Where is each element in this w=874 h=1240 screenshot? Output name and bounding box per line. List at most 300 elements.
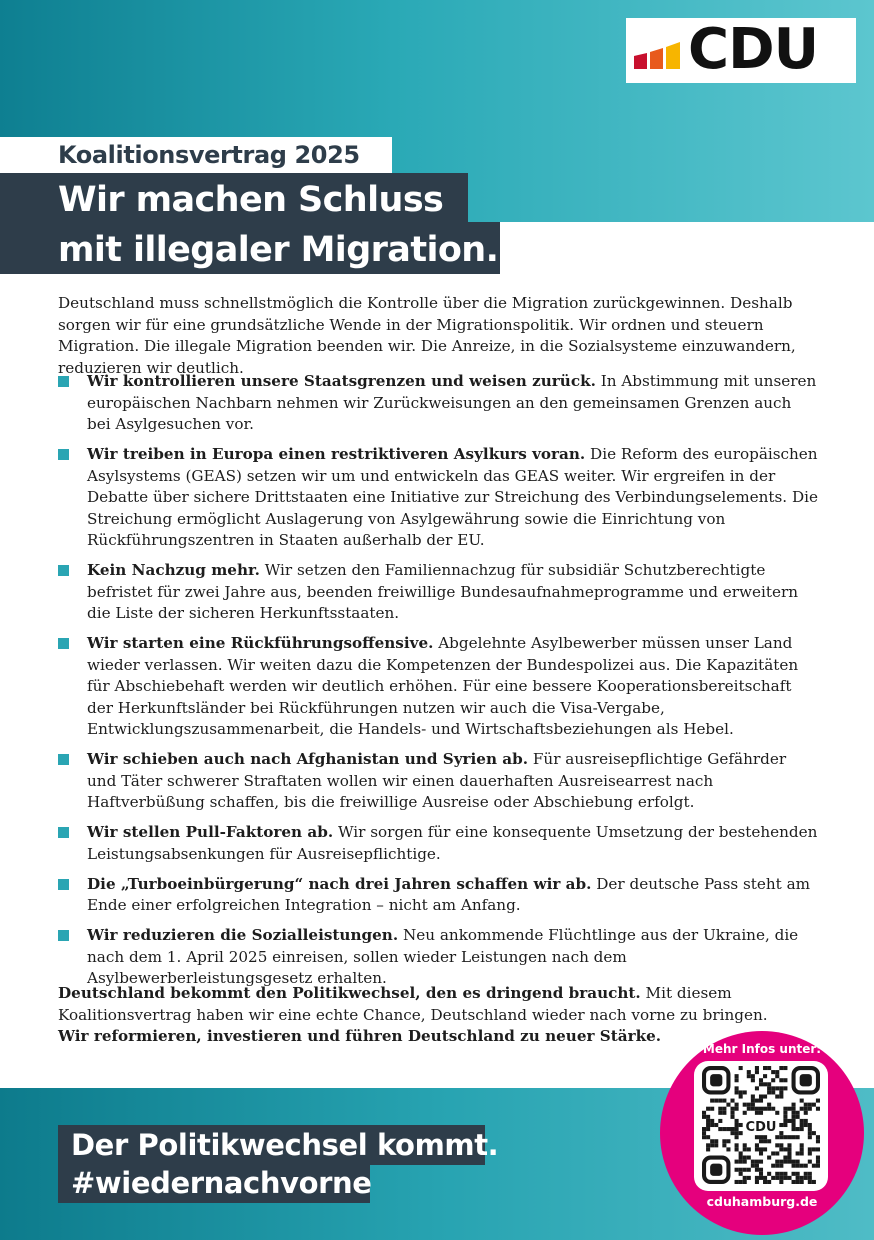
qr-module: [755, 1176, 759, 1180]
qr-module: [751, 1103, 755, 1107]
qr-module: [735, 1090, 739, 1094]
qr-module: [739, 1160, 743, 1164]
qr-module: [796, 1115, 800, 1119]
qr-module: [775, 1070, 779, 1074]
qr-module: [706, 1135, 710, 1139]
qr-module: [710, 1123, 714, 1127]
qr-module: [779, 1143, 783, 1147]
qr-module: [775, 1094, 779, 1098]
closing-paragraph: [58, 983, 818, 1048]
cdu-logo: [626, 18, 856, 83]
qr-module: [759, 1172, 763, 1176]
qr-module: [800, 1147, 804, 1151]
qr-module: [763, 1135, 767, 1139]
qr-module: [759, 1099, 763, 1103]
bullet-text: Abgelehnte Asylbewerber müssen unser Land wieder verlassen. Wir weiten dazu die Kompetenzen der Bundespolizei aus. Die Kapazitäten für Abschiebehaft werden wir deutlich erhöhen. Für eine bessere Kooperationsbereitschaft der Herkunftsländer bei Rückführungen nutzen wir auch die Visa-Vergabe, Entwicklungszusammenarbeit, die Handels- und Wirtschaftsbeziehungen als Hebel.: [87, 634, 799, 738]
bullet-text: Die Reform des europäischen Asylsystems (GEAS) setzen wir um und entwickeln das GEAS weiter. Wir ergreifen in der Debatte über sichere Drittstaaten eine Initiative zur Streichung des Verbindungselements. Die Streichung ermöglicht Auslagerung von Asylgewährung sowie die Einrichtung von Rückführungszentren in Staaten außerhalb der EU.: [87, 445, 818, 549]
qr-module: [755, 1086, 759, 1090]
qr-module: [779, 1147, 783, 1151]
qr-module: [743, 1180, 747, 1184]
qr-module: [808, 1103, 812, 1107]
qr-module: [730, 1111, 734, 1115]
qr-module: [792, 1115, 796, 1119]
headline-line-1: Wir machen Schluss: [58, 180, 444, 220]
qr-module: [739, 1131, 743, 1135]
qr-module: [739, 1090, 743, 1094]
qr-module: [792, 1103, 796, 1107]
qr-module: [787, 1156, 791, 1160]
qr-module: [816, 1160, 820, 1164]
qr-module: [796, 1172, 800, 1176]
qr-module: [747, 1168, 751, 1172]
qr-module: [759, 1094, 763, 1098]
qr-module: [739, 1172, 743, 1176]
qr-module: [804, 1103, 808, 1107]
qr-module: [767, 1082, 771, 1086]
qr-module: [796, 1164, 800, 1168]
qr-module: [735, 1107, 739, 1111]
qr-module: [792, 1107, 796, 1111]
qr-module: [722, 1099, 726, 1103]
qr-module: [739, 1180, 743, 1184]
qr-module: [767, 1172, 771, 1176]
qr-module: [808, 1160, 812, 1164]
qr-module: [751, 1099, 755, 1103]
qr-module: [779, 1180, 783, 1184]
qr-module: [743, 1160, 747, 1164]
qr-module: [767, 1086, 771, 1090]
qr-module: [792, 1180, 796, 1184]
qr-module: [804, 1164, 808, 1168]
qr-module: [783, 1123, 787, 1127]
qr-module: [755, 1160, 759, 1164]
qr-finder-center: [710, 1164, 722, 1176]
qr-module: [800, 1151, 804, 1155]
qr-module: [816, 1147, 820, 1151]
qr-module: [714, 1139, 718, 1143]
qr-module: [730, 1127, 734, 1131]
qr-module: [706, 1123, 710, 1127]
qr-module: [808, 1107, 812, 1111]
qr-module: [739, 1151, 743, 1155]
bullet-text: Wir sorgen für eine konsequente Umsetzung der bestehenden Leistungsabsenkungen für Ausreisepflichtige.: [87, 823, 818, 863]
qr-module: [747, 1147, 751, 1151]
qr-module: [735, 1074, 739, 1078]
qr-module: [792, 1127, 796, 1131]
qr-module: [759, 1078, 763, 1082]
qr-module: [706, 1127, 710, 1131]
qr-module: [763, 1147, 767, 1151]
square-bullet-icon: [58, 376, 69, 387]
qr-module: [706, 1107, 710, 1111]
qr-module: [743, 1168, 747, 1172]
qr-module: [808, 1180, 812, 1184]
qr-module: [759, 1160, 763, 1164]
qr-module: [783, 1115, 787, 1119]
qr-module: [743, 1090, 747, 1094]
qr-module: [710, 1107, 714, 1111]
qr-module: [808, 1135, 812, 1139]
qr-module: [755, 1168, 759, 1172]
qr-module: [730, 1099, 734, 1103]
qr-module: [816, 1099, 820, 1103]
qr-module: [808, 1131, 812, 1135]
qr-module: [796, 1160, 800, 1164]
qr-module: [722, 1127, 726, 1131]
list-item: [58, 560, 818, 625]
qr-module: [783, 1147, 787, 1151]
qr-module: [763, 1107, 767, 1111]
qr-module: [800, 1119, 804, 1123]
logo-bars-icon: [634, 37, 680, 69]
qr-module: [783, 1107, 787, 1111]
qr-module: [755, 1107, 759, 1111]
qr-module: [759, 1135, 763, 1139]
qr-module: [796, 1127, 800, 1131]
qr-module: [787, 1151, 791, 1155]
qr-module: [759, 1139, 763, 1143]
qr-module: [706, 1119, 710, 1123]
qr-module: [702, 1127, 706, 1131]
qr-module: [767, 1090, 771, 1094]
qr-module: [755, 1180, 759, 1184]
list-item: [58, 749, 818, 814]
qr-module: [812, 1147, 816, 1151]
qr-module: [787, 1176, 791, 1180]
qr-module: [763, 1074, 767, 1078]
qr-module: [743, 1143, 747, 1147]
qr-module: [730, 1107, 734, 1111]
qr-module: [800, 1164, 804, 1168]
qr-module: [726, 1139, 730, 1143]
square-bullet-icon: [58, 879, 69, 890]
qr-module: [771, 1107, 775, 1111]
qr-module: [735, 1119, 739, 1123]
qr-module: [759, 1168, 763, 1172]
bullet-text: In Abstimmung mit unseren europäischen Nachbarn nehmen wir Zurückweisungen an den gemeinsamen Grenzen auch bei Asylgesuchen vor.: [87, 372, 817, 433]
qr-module: [722, 1107, 726, 1111]
qr-module: [751, 1094, 755, 1098]
qr-module: [771, 1090, 775, 1094]
qr-module: [767, 1103, 771, 1107]
bullet-list: [58, 371, 818, 998]
qr-module: [743, 1103, 747, 1107]
qr-module: [804, 1172, 808, 1176]
qr-module: [779, 1086, 783, 1090]
qr-module: [763, 1094, 767, 1098]
qr-module: [755, 1147, 759, 1151]
qr-module: [735, 1135, 739, 1139]
list-item: [58, 371, 818, 436]
qr-module: [735, 1168, 739, 1172]
qr-module: [800, 1123, 804, 1127]
qr-module: [804, 1111, 808, 1115]
qr-url-link[interactable]: cduhamburg.de: [706, 1194, 818, 1209]
qr-module: [726, 1127, 730, 1131]
qr-module: [718, 1107, 722, 1111]
qr-module: [800, 1176, 804, 1180]
qr-module: [735, 1160, 739, 1164]
qr-module: [702, 1131, 706, 1135]
qr-module: [808, 1172, 812, 1176]
qr-module: [771, 1164, 775, 1168]
qr-module: [779, 1172, 783, 1176]
qr-module: [771, 1176, 775, 1180]
qr-module: [796, 1180, 800, 1184]
qr-module: [771, 1078, 775, 1082]
qr-module: [771, 1070, 775, 1074]
qr-module: [735, 1078, 739, 1082]
qr-module: [816, 1139, 820, 1143]
qr-module: [783, 1135, 787, 1139]
qr-module: [800, 1127, 804, 1131]
list-item: [58, 874, 818, 917]
qr-module: [759, 1111, 763, 1115]
qr-module: [767, 1156, 771, 1160]
qr-module: [787, 1143, 791, 1147]
bullet-heading: Wir stellen Pull-Faktoren ab.: [87, 823, 334, 841]
qr-module: [779, 1090, 783, 1094]
qr-module: [722, 1143, 726, 1147]
qr-module: [706, 1143, 710, 1147]
qr-module: [792, 1111, 796, 1115]
qr-module: [730, 1115, 734, 1119]
qr-module: [808, 1151, 812, 1155]
square-bullet-icon: [58, 754, 69, 765]
qr-module: [804, 1176, 808, 1180]
qr-module: [751, 1078, 755, 1082]
qr-module: [775, 1074, 779, 1078]
qr-module: [792, 1160, 796, 1164]
qr-module: [702, 1115, 706, 1119]
qr-module: [755, 1070, 759, 1074]
qr-module: [763, 1180, 767, 1184]
qr-module: [775, 1160, 779, 1164]
qr-module: [755, 1111, 759, 1115]
qr-module: [792, 1119, 796, 1123]
qr-module: [730, 1131, 734, 1135]
qr-module: [775, 1172, 779, 1176]
qr-module: [779, 1164, 783, 1168]
qr-module: [702, 1135, 706, 1139]
qr-module: [739, 1123, 743, 1127]
qr-module: [718, 1119, 722, 1123]
qr-module: [816, 1107, 820, 1111]
qr-module: [735, 1143, 739, 1147]
qr-module: [787, 1160, 791, 1164]
qr-module: [796, 1151, 800, 1155]
qr-module: [743, 1176, 747, 1180]
qr-module: [759, 1151, 763, 1155]
qr-finder-center: [710, 1074, 722, 1086]
qr-module: [759, 1107, 763, 1111]
bullet-heading: Wir treiben in Europa einen restriktiveren Asylkurs voran.: [87, 445, 586, 463]
qr-module: [763, 1066, 767, 1070]
list-item: [58, 822, 818, 865]
qr-module: [800, 1143, 804, 1147]
qr-module: [816, 1156, 820, 1160]
qr-module: [771, 1086, 775, 1090]
qr-module: [735, 1131, 739, 1135]
qr-module: [726, 1147, 730, 1151]
qr-module: [735, 1180, 739, 1184]
qr-module: [743, 1156, 747, 1160]
qr-module: [783, 1066, 787, 1070]
bullet-heading: Die „Turboeinbürgerung“ nach drei Jahren schaffen wir ab.: [87, 874, 592, 893]
qr-code-icon[interactable]: [702, 1066, 820, 1184]
qr-center-logo: CDU: [745, 1120, 777, 1135]
list-item: [58, 444, 818, 552]
qr-module: [800, 1180, 804, 1184]
qr-module: [783, 1156, 787, 1160]
closing-final-statement: Wir reformieren, investieren und führen Deutschland zu neuer Stärke.: [58, 1027, 662, 1045]
qr-module: [763, 1082, 767, 1086]
qr-module: [755, 1099, 759, 1103]
qr-module: [747, 1074, 751, 1078]
qr-module: [783, 1172, 787, 1176]
qr-module: [735, 1147, 739, 1151]
qr-module: [783, 1160, 787, 1164]
qr-module: [714, 1143, 718, 1147]
qr-module: [706, 1147, 710, 1151]
qr-module: [783, 1111, 787, 1115]
closing-text: Mit diesem Koalitionsvertrag haben wir eine echte Chance, Deutschland wieder nach vorne zu bringen.: [58, 984, 768, 1024]
qr-module: [767, 1139, 771, 1143]
qr-module: [783, 1078, 787, 1082]
qr-module: [763, 1139, 767, 1143]
qr-module: [800, 1099, 804, 1103]
qr-module: [755, 1135, 759, 1139]
qr-module: [755, 1164, 759, 1168]
qr-module: [718, 1099, 722, 1103]
square-bullet-icon: [58, 638, 69, 649]
qr-module: [755, 1143, 759, 1147]
list-item: [58, 633, 818, 741]
qr-module: [792, 1172, 796, 1176]
qr-module: [775, 1164, 779, 1168]
qr-module: [751, 1107, 755, 1111]
qr-module: [714, 1099, 718, 1103]
qr-module: [747, 1156, 751, 1160]
qr-module: [759, 1176, 763, 1180]
closing-bold-statement: Deutschland bekommt den Politikwechsel, den es dringend braucht.: [58, 984, 641, 1002]
qr-module: [775, 1151, 779, 1155]
bullet-text: Neu ankommende Flüchtlinge aus der Ukraine, die nach dem 1. April 2025 einreisen, sollen wieder Leistungen nach dem Asylbewerberleistungsgesetz erhalten.: [87, 926, 799, 987]
qr-module: [718, 1111, 722, 1115]
qr-module: [775, 1135, 779, 1139]
qr-module: [710, 1139, 714, 1143]
qr-module: [804, 1123, 808, 1127]
qr-module: [812, 1131, 816, 1135]
qr-module: [767, 1107, 771, 1111]
qr-module: [779, 1176, 783, 1180]
qr-module: [735, 1103, 739, 1107]
bullet-heading: Wir kontrollieren unsere Staatsgrenzen und weisen zurück.: [87, 372, 596, 390]
qr-module: [759, 1147, 763, 1151]
qr-module: [792, 1135, 796, 1139]
qr-finder-center: [800, 1074, 812, 1086]
qr-module: [796, 1176, 800, 1180]
qr-module: [739, 1168, 743, 1172]
qr-module: [783, 1119, 787, 1123]
qr-module: [787, 1107, 791, 1111]
square-bullet-icon: [58, 930, 69, 941]
qr-module: [779, 1160, 783, 1164]
slogan-line-1: Der Politikwechsel kommt.: [71, 1128, 499, 1162]
qr-module: [751, 1074, 755, 1078]
qr-module: [792, 1164, 796, 1168]
qr-module: [751, 1160, 755, 1164]
qr-module: [710, 1099, 714, 1103]
qr-module: [747, 1103, 751, 1107]
qr-module: [779, 1131, 783, 1135]
qr-module: [808, 1127, 812, 1131]
qr-module: [804, 1119, 808, 1123]
qr-module: [808, 1147, 812, 1151]
qr-module: [767, 1180, 771, 1184]
qr-module: [759, 1082, 763, 1086]
qr-module: [739, 1156, 743, 1160]
qr-module: [775, 1176, 779, 1180]
qr-module: [722, 1111, 726, 1115]
qr-module: [755, 1066, 759, 1070]
qr-module: [735, 1123, 739, 1127]
qr-module: [779, 1135, 783, 1139]
qr-module: [792, 1123, 796, 1127]
qr-module: [775, 1111, 779, 1115]
bullet-heading: Kein Nachzug mehr.: [87, 561, 260, 579]
qr-module: [812, 1180, 816, 1184]
qr-module: [726, 1103, 730, 1107]
qr-module: [743, 1111, 747, 1115]
qr-module: [706, 1115, 710, 1119]
qr-module: [735, 1086, 739, 1090]
qr-module: [751, 1164, 755, 1168]
bullet-text: Wir setzen den Familiennachzug für subsidiär Schutzberechtigte befristet für zwei Jahre aus, beenden freiwillige Bundesaufnahmeprogramme und erweitern die Liste der sicheren Herkunftsstaaten.: [87, 561, 799, 622]
slogan-hashtag: #wiedernachvorne: [71, 1166, 372, 1200]
intro-paragraph: Deutschland muss schnellstmöglich die Kontrolle über die Migration zurückgewinnen. Deshalb sorgen wir für eine grundsätzliche Wende in der Migrationspolitik. Wir ordnen und steuern Migration. Die illegale Migration beenden wir. Die Anreize, in die Sozialsysteme einzuwandern, reduzieren wir deutlich.: [58, 294, 796, 377]
qr-module: [796, 1111, 800, 1115]
qr-module: [735, 1127, 739, 1131]
qr-module: [739, 1066, 743, 1070]
qr-module: [816, 1164, 820, 1168]
square-bullet-icon: [58, 827, 69, 838]
qr-module: [747, 1176, 751, 1180]
qr-module: [763, 1176, 767, 1180]
qr-module: [787, 1135, 791, 1139]
bullet-heading: Wir schieben auch nach Afghanistan und Syrien ab.: [87, 750, 529, 768]
qr-module: [779, 1123, 783, 1127]
qr-module: [779, 1066, 783, 1070]
list-item: [58, 925, 818, 990]
qr-module: [775, 1143, 779, 1147]
bullet-text: Der deutsche Pass steht am Ende einer erfolgreichen Integration – nicht am Anfang.: [87, 874, 811, 914]
qr-module: [796, 1135, 800, 1139]
qr-module: [783, 1086, 787, 1090]
qr-module: [804, 1107, 808, 1111]
qr-module: [779, 1094, 783, 1098]
qr-module: [808, 1123, 812, 1127]
qr-module: [743, 1147, 747, 1151]
qr-module: [775, 1086, 779, 1090]
qr-module: [812, 1164, 816, 1168]
square-bullet-icon: [58, 449, 69, 460]
qr-module: [771, 1151, 775, 1155]
qr-module: [710, 1143, 714, 1147]
qr-module: [779, 1078, 783, 1082]
bullet-text: Für ausreisepflichtige Gefährder und Täter schwerer Straftaten wollen wir einen dauerhaften Ausreisearrest nach Haftverbüßung schaffen, bis die freiwillige Ausreise oder Abschiebung erfolgt.: [87, 750, 787, 811]
qr-module: [812, 1103, 816, 1107]
